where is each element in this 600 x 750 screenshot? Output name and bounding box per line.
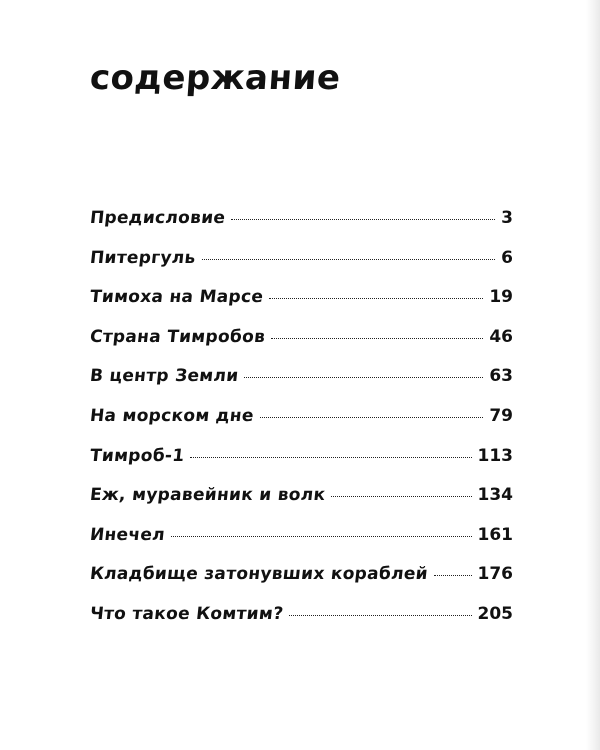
toc-entry <box>90 446 513 486</box>
toc-entry-title: Кладбище затонувших кораблей <box>88 564 429 585</box>
dot-leader <box>202 259 496 260</box>
toc-entry <box>90 208 513 248</box>
toc-entry-page: 79 <box>489 405 513 426</box>
dot-leader <box>190 457 471 458</box>
toc-entry <box>90 327 513 367</box>
page-edge-shadow <box>586 0 600 750</box>
dot-leader <box>171 536 472 537</box>
toc-entry <box>90 604 513 644</box>
dot-leader <box>231 219 495 220</box>
toc-entry-page: 113 <box>477 445 513 466</box>
toc-entry <box>90 287 513 327</box>
toc-entry-title: Предисловие <box>88 208 227 228</box>
toc-entry-title: Еж, муравейник и волк <box>88 485 327 506</box>
toc-entry-title: Инечел <box>88 524 167 545</box>
toc-entry-title: Что такое Комтим? <box>88 603 285 624</box>
dot-leader <box>269 298 483 299</box>
toc-entry <box>90 248 513 288</box>
toc-entry <box>90 366 513 406</box>
dot-leader <box>244 377 483 378</box>
toc-entry-page: 19 <box>489 287 513 308</box>
toc-entry <box>90 525 513 565</box>
dot-leader <box>271 338 483 339</box>
dot-leader <box>434 575 472 576</box>
toc-entry-title: На морском дне <box>88 405 255 426</box>
toc-entry-title: Страна Тимробов <box>88 326 267 347</box>
toc-entry-title: Тимоха на Марсе <box>88 287 265 308</box>
toc-entry-page: 63 <box>489 366 513 387</box>
dot-leader <box>260 417 484 418</box>
toc-entry-title: В центр Земли <box>88 366 240 387</box>
toc-entry-page: 134 <box>477 485 513 506</box>
toc-entry <box>90 485 513 525</box>
dot-leader <box>331 496 471 497</box>
toc-entry-page: 46 <box>489 326 513 347</box>
toc-entry-page: 205 <box>477 603 513 624</box>
toc-entry-title: Тимроб-1 <box>88 445 186 466</box>
page-title: содержание <box>88 58 342 98</box>
toc-entry-page: 176 <box>477 564 513 585</box>
toc-entry <box>90 406 513 446</box>
toc-entry-page: 161 <box>477 524 513 545</box>
table-of-contents <box>90 208 513 644</box>
toc-entry-page: 3 <box>501 208 513 228</box>
toc-entry <box>90 564 513 604</box>
toc-entry-title: Питергуль <box>88 247 197 268</box>
dot-leader <box>289 615 471 616</box>
toc-entry-page: 6 <box>501 247 513 268</box>
